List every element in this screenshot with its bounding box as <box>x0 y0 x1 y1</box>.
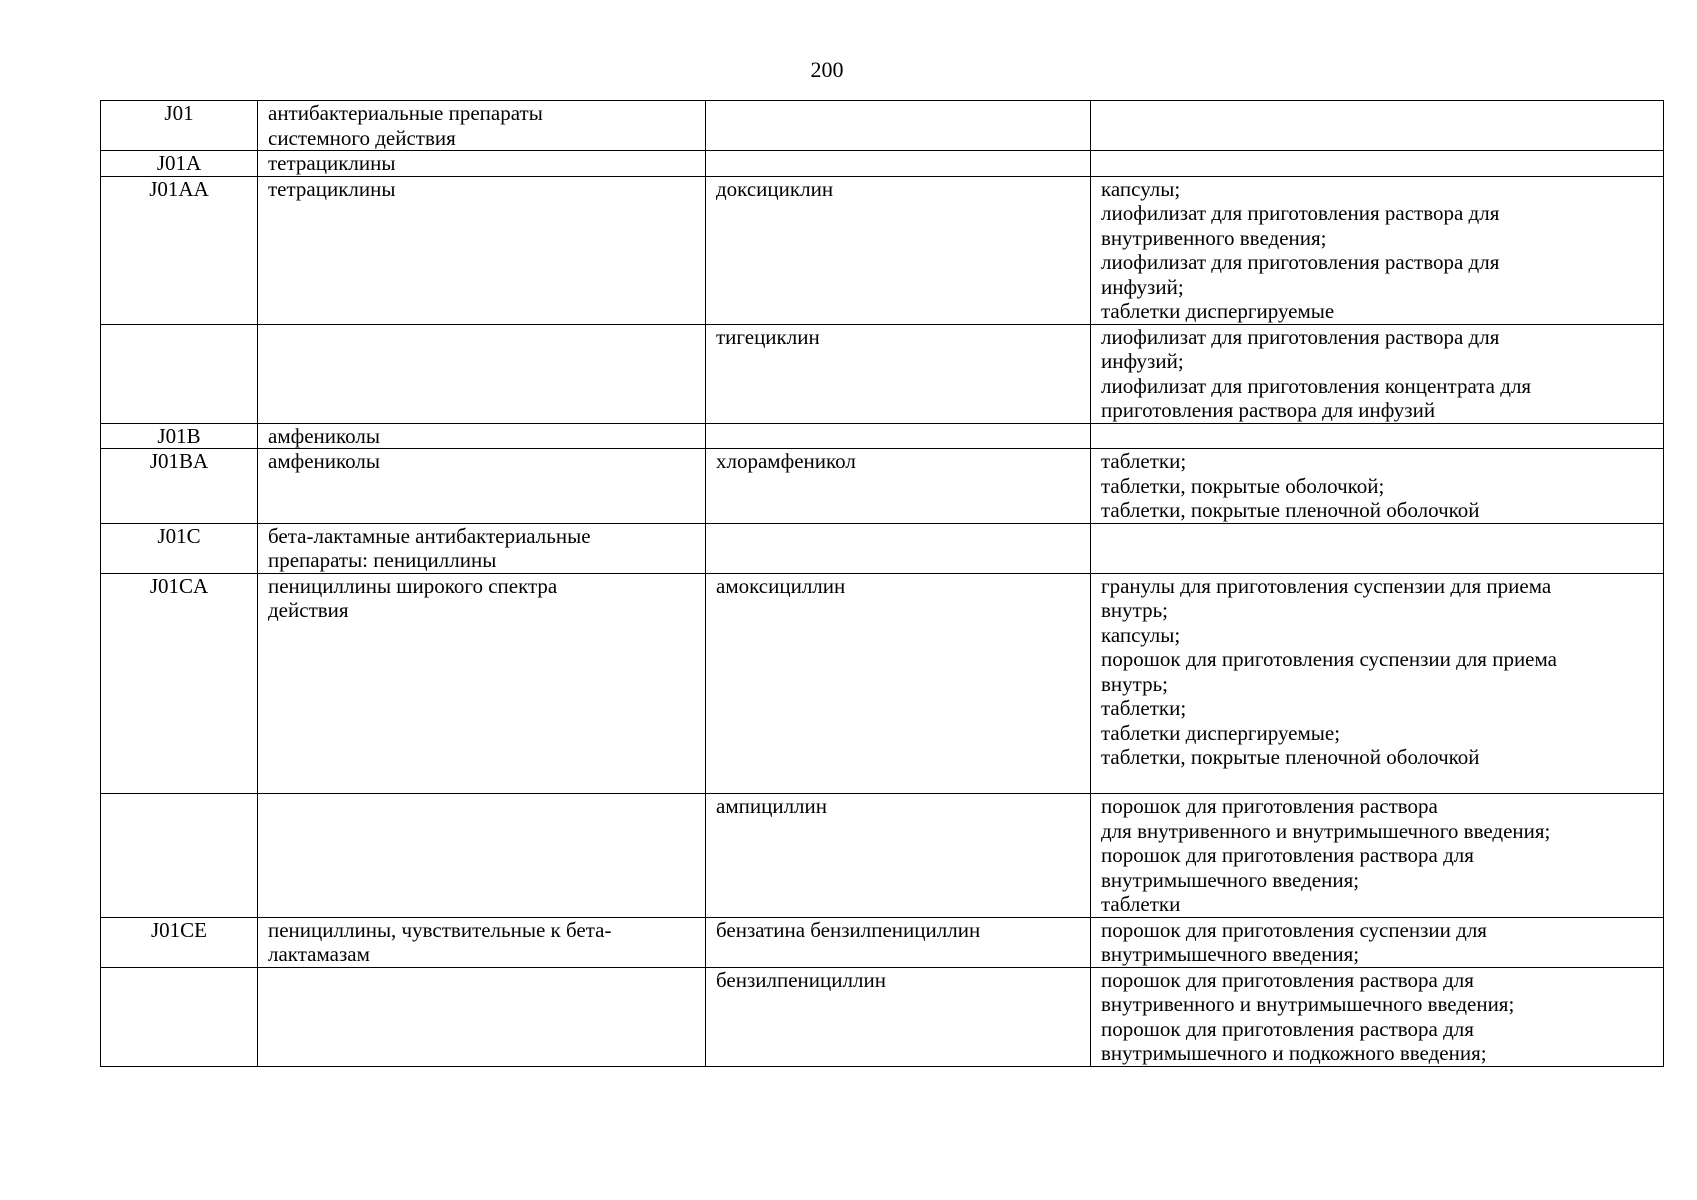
dosage-form-line: инфузий; <box>1101 349 1184 373</box>
atc-code-cell: J01CA <box>101 573 258 794</box>
group-line: амфениколы <box>268 423 380 448</box>
dosage-form-line: внутримышечного введения; <box>1101 942 1360 966</box>
table-row <box>101 324 1664 423</box>
atc-code-cell: J01C <box>101 523 258 573</box>
table-row <box>101 423 1664 449</box>
drug-name-cell <box>706 523 1091 573</box>
drug-table <box>100 100 1664 1067</box>
table-row <box>101 573 1664 794</box>
drug-name-cell: амоксициллин <box>706 573 1091 794</box>
drug-name-cell: тигециклин <box>706 324 1091 423</box>
page-number: 200 <box>810 57 844 82</box>
group-line: пенициллины широкого спектра <box>268 573 558 598</box>
table-row <box>101 449 1664 524</box>
drug-name-cell: бензатина бензилпенициллин <box>706 917 1091 967</box>
atc-code-cell <box>101 324 258 423</box>
drug-name-cell: бензилпенициллин <box>706 967 1091 1066</box>
pharmacological-group-cell <box>258 573 706 794</box>
dosage-forms-cell <box>1091 523 1664 573</box>
pharmacological-group-cell <box>258 523 706 573</box>
dosage-forms-cell <box>1091 449 1664 524</box>
atc-code-cell: J01BA <box>101 449 258 524</box>
atc-code-cell: J01B <box>101 423 258 449</box>
pharmacological-group-cell <box>258 101 706 151</box>
pharmacological-group-cell <box>258 794 706 918</box>
group-line: препараты: пенициллины <box>268 548 497 572</box>
dosage-forms-cell <box>1091 423 1664 449</box>
table-row <box>101 176 1664 324</box>
drug-name-cell: хлорамфеникол <box>706 449 1091 524</box>
dosage-forms-cell <box>1091 917 1664 967</box>
drug-name-cell <box>706 151 1091 177</box>
table-row <box>101 151 1664 177</box>
group-line: системного действия <box>268 125 456 150</box>
pharmacological-group-cell <box>258 917 706 967</box>
group-line: лактамазам <box>268 942 370 966</box>
drug-name-cell <box>706 101 1091 151</box>
drug-name-cell: ампициллин <box>706 794 1091 918</box>
dosage-form-line: для внутривенного и внутримышечного введения; <box>1101 818 1551 843</box>
atc-code-cell <box>101 794 258 918</box>
dosage-form-line: порошок для приготовления раствора <box>1101 794 1438 818</box>
dosage-form-line: приготовления раствора для инфузий <box>1101 398 1436 422</box>
dosage-forms-cell <box>1091 794 1664 918</box>
dosage-form-line: капсулы; <box>1101 622 1181 647</box>
table-row <box>101 967 1664 1066</box>
pharmacological-group-cell <box>258 324 706 423</box>
dosage-forms-cell <box>1091 967 1664 1066</box>
dosage-form-line: таблетки диспергируемые <box>1101 299 1335 323</box>
pharmacological-group-cell <box>258 151 706 177</box>
dosage-forms-cell <box>1091 101 1664 151</box>
table-row <box>101 917 1664 967</box>
dosage-form-line: инфузий; <box>1101 274 1184 299</box>
pharmacological-group-cell <box>258 423 706 449</box>
dosage-form-line: капсулы; <box>1101 176 1181 201</box>
table-body <box>101 101 1664 1067</box>
table-row <box>101 794 1664 918</box>
atc-code-cell: J01A <box>101 151 258 177</box>
dosage-forms-cell <box>1091 176 1664 324</box>
pharmacological-group-cell <box>258 449 706 524</box>
dosage-form-line: порошок для приготовления суспензии для <box>1101 917 1487 942</box>
dosage-form-line: внутрь; <box>1101 671 1168 696</box>
pharmacological-group-cell <box>258 176 706 324</box>
dosage-form-line: таблетки <box>1101 892 1181 916</box>
dosage-form-line: порошок для приготовления раствора для <box>1101 1016 1474 1041</box>
group-line: пенициллины, чувствительные к бета- <box>268 917 612 942</box>
dosage-form-line: таблетки; <box>1101 696 1187 720</box>
dosage-form-line: внутримышечного введения; <box>1101 867 1360 892</box>
dosage-forms-cell <box>1091 324 1664 423</box>
dosage-form-line: лиофилизат для приготовления раствора для <box>1101 201 1500 225</box>
group-line: бета-лактамные антибактериальные <box>268 523 591 548</box>
dosage-form-line: гранулы для приготовления суспензии для приема <box>1101 573 1552 598</box>
atc-code-cell: J01AA <box>101 176 258 324</box>
group-line: тетрациклины <box>268 176 396 201</box>
dosage-forms-cell <box>1091 151 1664 177</box>
dosage-form-line: внутривенного и внутримышечного введения; <box>1101 992 1515 1016</box>
dosage-form-line: лиофилизат для приготовления раствора для <box>1101 250 1500 274</box>
dosage-form-line: лиофилизат для приготовления раствора для <box>1101 324 1500 349</box>
drug-name-cell: доксициклин <box>706 176 1091 324</box>
dosage-form-line: таблетки; <box>1101 449 1187 473</box>
dosage-form-line: внутримышечного и подкожного введения; <box>1101 1041 1487 1065</box>
group-line: действия <box>268 598 349 622</box>
dosage-form-line: таблетки диспергируемые; <box>1101 720 1341 745</box>
group-line: тетрациклины <box>268 151 396 175</box>
table-row <box>101 101 1664 151</box>
dosage-form-line: порошок для приготовления суспензии для приема <box>1101 647 1557 671</box>
group-line: амфениколы <box>268 449 380 473</box>
dosage-form-line: таблетки, покрытые пленочной оболочкой <box>1101 498 1480 522</box>
drug-name-cell <box>706 423 1091 449</box>
dosage-form-line: таблетки, покрытые пленочной оболочкой <box>1101 745 1480 769</box>
dosage-form-line: внутрь; <box>1101 598 1168 622</box>
dosage-form-line: порошок для приготовления раствора для <box>1101 967 1474 992</box>
dosage-forms-cell <box>1091 573 1664 794</box>
dosage-form-line: внутривенного введения; <box>1101 225 1327 250</box>
atc-code-cell <box>101 967 258 1066</box>
dosage-form-line: таблетки, покрытые оболочкой; <box>1101 473 1385 498</box>
atc-code-cell: J01 <box>101 101 258 151</box>
dosage-form-line: лиофилизат для приготовления концентрата для <box>1101 373 1532 398</box>
pharmacological-group-cell <box>258 967 706 1066</box>
group-line: антибактериальные препараты <box>268 101 543 125</box>
dosage-form-line: порошок для приготовления раствора для <box>1101 843 1474 867</box>
atc-code-cell: J01CE <box>101 917 258 967</box>
table-row <box>101 523 1664 573</box>
